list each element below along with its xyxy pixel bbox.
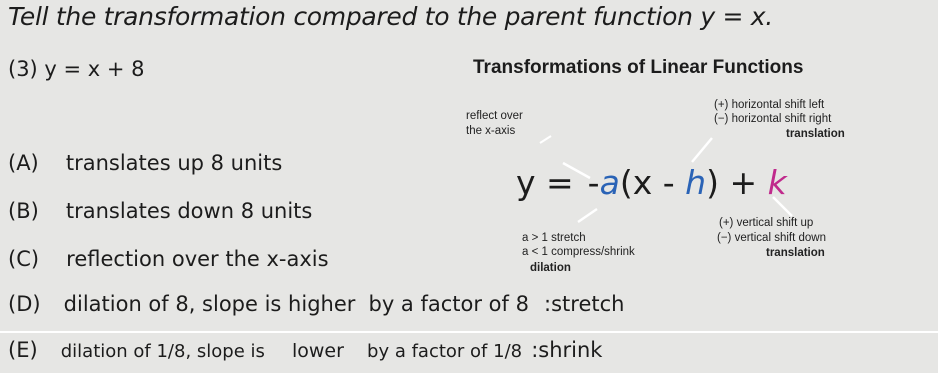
choice-e-extra: by a factor of 1/8 — [367, 341, 523, 362]
choice-b-text: translates down 8 units — [65, 199, 313, 223]
horizontal-translation-label: translation — [786, 128, 845, 140]
eq-plus: + — [729, 163, 758, 202]
choice-d-tag: :stretch — [544, 292, 625, 316]
eq-k: k — [767, 163, 787, 202]
compress-label: a < 1 compress/shrink — [522, 246, 635, 258]
horizontal-shift-left-label: (+) horizontal shift left — [714, 99, 825, 111]
choice-e-tag: :shrink — [531, 338, 603, 362]
choice-d-extra: by a factor of 8 — [368, 292, 529, 316]
choice-d-letter: (D) — [8, 292, 41, 316]
horizontal-shift-right-label: (−) horizontal shift right — [714, 113, 832, 125]
choice-b[interactable] — [8, 199, 312, 223]
reflect-label-line2: the x-axis — [466, 125, 516, 137]
eq-open: (x - — [619, 163, 675, 202]
reference-heading: Transformations of Linear Functions — [473, 57, 804, 78]
eq-neg: - — [587, 163, 600, 202]
reflect-label-line1: reflect over — [466, 110, 523, 122]
vertical-shift-up-label: (+) vertical shift up — [719, 217, 814, 229]
choice-e[interactable] — [8, 338, 602, 362]
choice-a[interactable] — [8, 151, 282, 175]
eq-h: h — [685, 163, 707, 202]
vertical-shift-down-label: (−) vertical shift down — [717, 232, 826, 244]
choice-c[interactable] — [8, 247, 329, 271]
eq-y: y = — [516, 163, 574, 202]
stretch-label: a > 1 stretch — [522, 232, 586, 244]
problem-equation: (3) y = x + 8 — [8, 57, 145, 81]
choice-e-word: lower — [291, 340, 344, 362]
reflect-arrow — [540, 136, 551, 143]
eq-close: ) — [706, 163, 719, 202]
choice-a-text: translates up 8 units — [65, 151, 283, 175]
choice-e-text: dilation of 1/8, slope is — [60, 341, 265, 362]
eq-a: a — [599, 163, 620, 202]
horizontal-pointer-line — [692, 138, 712, 162]
choice-e-letter: (E) — [8, 338, 38, 362]
dilation-pointer-line — [578, 209, 597, 222]
choice-d[interactable] — [8, 292, 624, 316]
reflect-pointer-line — [563, 163, 590, 178]
choice-a-letter: (A) — [8, 151, 39, 175]
dilation-label: dilation — [530, 262, 571, 274]
choice-d-text: dilation of 8, slope is higher — [63, 292, 356, 316]
choice-c-text: reflection over the x-axis — [66, 247, 329, 271]
choice-c-letter: (C) — [8, 247, 40, 271]
vertical-translation-label: translation — [766, 247, 825, 259]
choice-b-letter: (B) — [8, 199, 39, 223]
question-prompt: Tell the transformation compared to the parent function y = x. — [8, 2, 773, 31]
vertical-pointer-line — [773, 197, 792, 216]
